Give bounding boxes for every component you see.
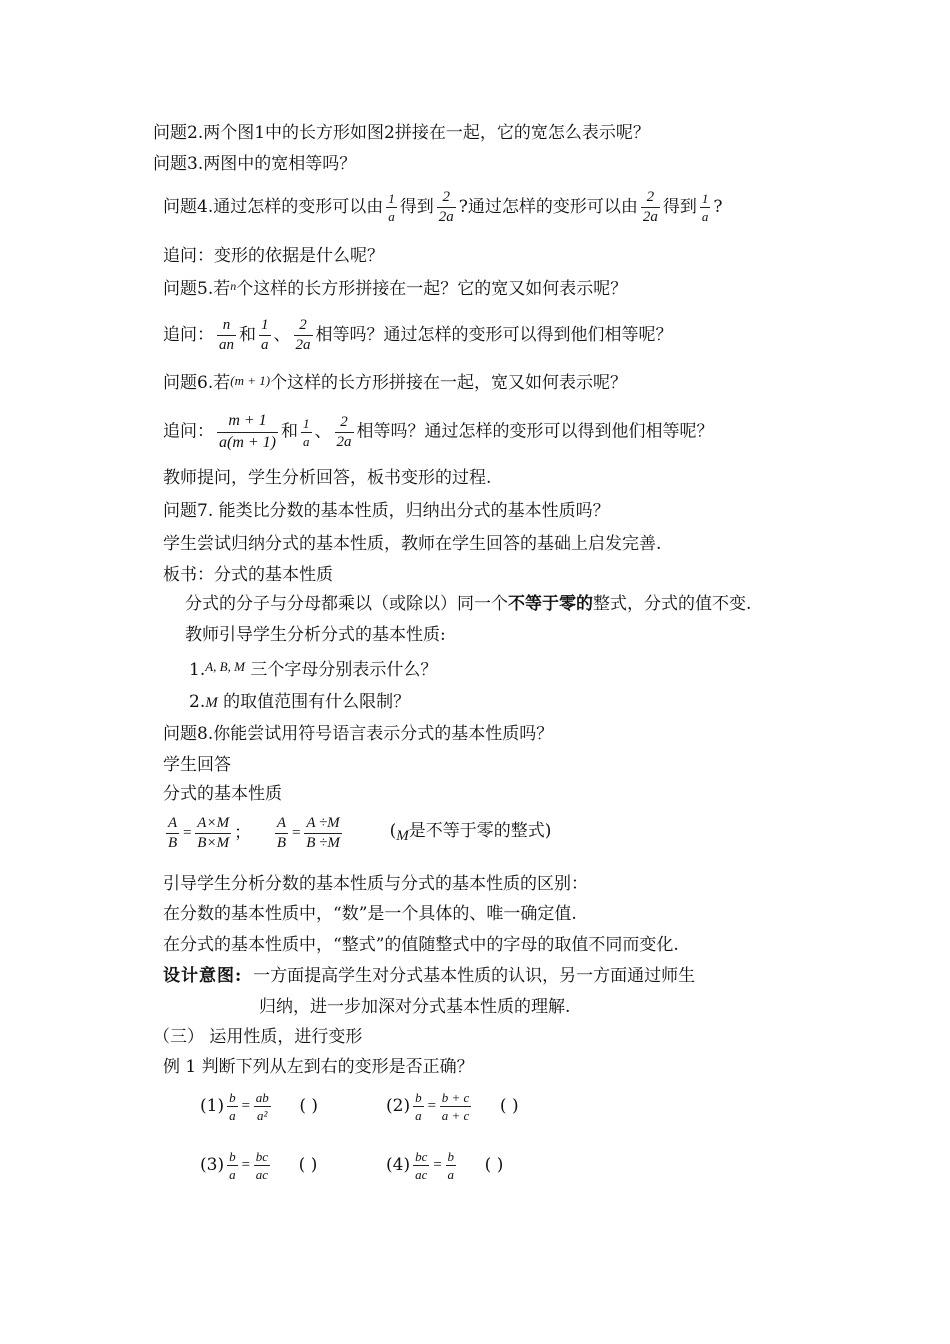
follow-up-3: 追问： $\frac{m + 1}{a(m + 1)}$ 和 $\frac{1}{a}$ 、 $\frac{2}{2a}$ 相等吗？通过怎样的变形可以得到他们相等呢？ xyxy=(163,412,714,451)
variable-n: n xyxy=(230,279,237,293)
fraction-bc-over-ac: $\frac{bc}{ac}$ xyxy=(255,1149,268,1182)
fraction-n-over-an: $\frac{n}{an}$ xyxy=(219,317,234,353)
fraction-bc-over-ac: $\frac{bc}{ac}$ xyxy=(415,1149,428,1182)
fraction-b-plus-c-over-a-plus-c: $\frac{b + c}{a + c}$ xyxy=(441,1090,470,1123)
property-formula: $\frac{A}{B}$ = $\frac{A\times M}{B\times M}$ ； $\frac{A}{B}$ = $\frac{A \div M}{B \div M}$ (M是不等于零的整式) xyxy=(168,815,552,851)
fraction-1-over-a: $\frac{1}{a}$ xyxy=(261,317,269,353)
exercise-4: (4) $\frac{bc}{ac}$ = $\frac{b}{a}$ ( ) xyxy=(386,1150,529,1181)
question-2: 问题2.两个图1中的长方形如图2拼接在一起，它的宽怎么表示呢？ xyxy=(153,123,650,143)
answer-blank[interactable]: ( ) xyxy=(484,1155,504,1175)
exercise-2: (2) $\frac{b}{a}$ = $\frac{b + c}{a + c}$ ( ) xyxy=(386,1091,544,1122)
design-intent-label: 设计意图: xyxy=(163,966,243,986)
question-5: 问题5.若$^n$个这样的长方形拼接在一起？它的宽又如何表示呢？ xyxy=(163,279,628,299)
fraction-1-over-a: $\frac{1}{a}$ xyxy=(701,191,709,224)
fraction-2-over-2a: $\frac{2}{2a}$ xyxy=(295,317,311,353)
follow-up-2: 追问： $\frac{n}{an}$ 和 $\frac{1}{a}$ 、 $\frac{2}{2a}$ 相等吗？通过怎样的变形可以得到他们相等呢？ xyxy=(163,317,673,353)
question-7: 问题7. 能类比分数的基本性质，归纳出分式的基本性质吗？ xyxy=(163,501,610,521)
fraction-1-over-a: $\frac{1}{a}$ xyxy=(388,191,395,224)
fraction-ab-over-a-squared: $\frac{ab}{\text{a²}}$ xyxy=(255,1090,269,1123)
question-6: 问题6.若(m + 1)个这样的长方形拼接在一起，宽又如何表示呢？ xyxy=(163,373,628,393)
question-3: 问题3.两图中的宽相等吗？ xyxy=(153,154,357,174)
answer-blank[interactable]: ( ) xyxy=(298,1155,318,1175)
formula-condition: (M是不等于零的整式) xyxy=(389,821,552,844)
property-title: 分式的基本性质 xyxy=(163,784,282,804)
guide-item-2: 2.M 的取值范围有什么限制？ xyxy=(189,692,411,712)
fraction-2-over-2a: $\frac{2}{2a}$ xyxy=(438,189,454,225)
fraction-a-over-b: $\frac{A}{B}$ xyxy=(276,815,287,851)
answer-blank[interactable]: ( ) xyxy=(299,1096,319,1116)
expression-m-plus-1: (m + 1) xyxy=(230,373,271,388)
question-4: 问题4.通过怎样的变形可以由 $\frac{1}{a}$ 得到 $\frac{2}{2a}$ ?通过怎样的变形可以由 $\frac{2}{2a}$ 得到 $\frac{1}{a}$ ? xyxy=(163,189,723,225)
fraction-m-plus-1-over-a-m-plus-1: $\frac{m + 1}{a(m + 1)}$ xyxy=(219,412,277,451)
question-8: 问题8.你能尝试用符号语言表示分式的基本性质吗？ xyxy=(163,724,554,744)
variable-m: M xyxy=(205,695,218,711)
fraction-a-div-m-over-b-div-m: $\frac{A \div M}{B \div M}$ xyxy=(306,815,340,851)
teacher-note-1: 教师提问，学生分析回答，板书变形的过程. xyxy=(163,468,492,488)
fraction-b-over-a: $\frac{b}{a}$ xyxy=(415,1090,422,1123)
difference-algebraic: 在分式的基本性质中，“整式”的值随整式中的字母的取值不同而变化. xyxy=(163,935,679,955)
variables-a-b-m: A, B, M xyxy=(205,659,245,674)
exercise-1: (1) $\frac{b}{a}$ = $\frac{ab}{\text{a²}}$ ( ) xyxy=(200,1091,344,1122)
difference-intro: 引导学生分析分数的基本性质与分式的基本性质的区别： xyxy=(163,874,588,894)
fraction-b-over-a: $\frac{b}{a}$ xyxy=(447,1149,454,1182)
answer-blank[interactable]: ( ) xyxy=(499,1096,519,1116)
emphasis-nonzero: 不等于零的 xyxy=(508,594,593,614)
property-statement: 分式的分子与分母都乘以（或除以）同一个不等于零的整式，分式的值不变. xyxy=(185,594,752,614)
fraction-b-over-a: $\frac{b}{a}$ xyxy=(229,1090,236,1123)
follow-up-1: 追问：变形的依据是什么呢？ xyxy=(163,246,384,266)
design-intent-cont: 归纳，进一步加深对分式基本性质的理解. xyxy=(259,997,571,1017)
fraction-a-times-m-over-b-times-m: $\frac{A\times M}{B\times M}$ xyxy=(197,815,230,851)
board-title: 板书：分式的基本性质 xyxy=(163,565,333,585)
fraction-a-over-b: $\frac{A}{B}$ xyxy=(168,815,178,851)
teacher-guide: 教师引导学生分析分式的基本性质: xyxy=(185,625,446,645)
fraction-2-over-2a: $\frac{2}{2a}$ xyxy=(336,413,352,450)
fraction-1-over-a: $\frac{1}{a}$ xyxy=(303,415,310,449)
student-note-1: 学生尝试归纳分式的基本性质，教师在学生回答的基础上启发完善. xyxy=(163,534,662,554)
fraction-b-over-a: $\frac{b}{a}$ xyxy=(229,1149,236,1182)
example-1: 例 1 判断下列从左到右的变形是否正确？ xyxy=(163,1057,474,1077)
difference-fraction: 在分数的基本性质中，“数”是一个具体的、唯一确定值. xyxy=(163,904,577,924)
fraction-2-over-2a: $\frac{2}{2a}$ xyxy=(642,189,658,225)
section-3-title: （三） 运用性质，进行变形 xyxy=(153,1027,363,1047)
design-intent: 设计意图: 一方面提高学生对分式基本性质的认识，另一方面通过师生 xyxy=(163,966,696,986)
exercise-3: (3) $\frac{b}{a}$ = $\frac{bc}{ac}$ ( ) xyxy=(200,1150,343,1181)
guide-item-1: 1.$^{A, B, M}$ 三个字母分别表示什么？ xyxy=(189,659,438,680)
student-answer: 学生回答 xyxy=(163,755,231,775)
